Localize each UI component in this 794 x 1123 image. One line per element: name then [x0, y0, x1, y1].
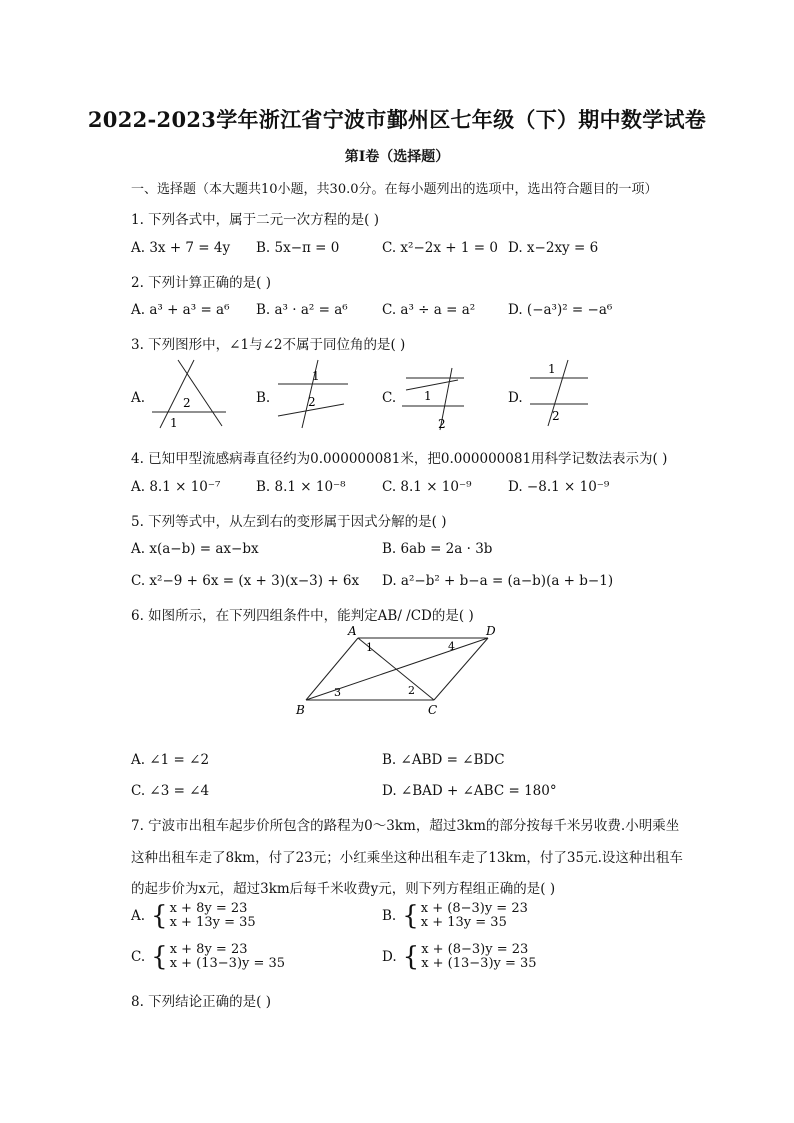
q6-option-c: C. ∠3 = ∠4	[131, 783, 210, 799]
equation-2: x + 13y = 35	[169, 915, 256, 930]
angle-label-1: 1	[366, 641, 373, 654]
brace-icon: {	[151, 901, 168, 931]
vertex-a-label: A	[348, 624, 357, 638]
angle-label-4: 4	[448, 640, 455, 653]
vertex-b-label: B	[296, 703, 305, 717]
q2-option-c: C. a³ ÷ a = a²	[382, 302, 476, 318]
q3-figure-b	[272, 358, 352, 430]
part-title: 第Ⅰ卷（选择题）	[344, 149, 450, 165]
angle-label-2: 2	[308, 395, 316, 409]
angle-label-2: 2	[438, 417, 446, 431]
q3-option-b: B.	[256, 390, 271, 406]
fig-line	[406, 380, 458, 390]
q5-option-d: D. a²−b² + b−a = (a−b)(a + b−1)	[382, 573, 614, 589]
equation-system	[170, 943, 285, 971]
q4-option-a: A. 8.1 × 10⁻⁷	[131, 479, 221, 495]
q4-option-d: D. −8.1 × 10⁻⁹	[508, 479, 610, 495]
angle-label-1: 1	[170, 416, 178, 430]
brace-icon: {	[402, 942, 420, 972]
q4-option-c: C. 8.1 × 10⁻⁹	[382, 479, 472, 495]
q3-figure-a	[150, 358, 230, 430]
q5-option-a: A. x(a−b) = ax−bx	[131, 541, 259, 557]
equation-2: x + (13−3)y = 35	[169, 956, 286, 971]
q1-option-d: D. x−2xy = 6	[508, 240, 599, 256]
angle-label-2: 2	[552, 409, 560, 423]
option-label: C.	[131, 949, 146, 965]
equation-1: x + (8−3)y = 23	[420, 901, 528, 916]
q6-parallelogram-figure	[292, 622, 504, 718]
q6-option-a: A. ∠1 = ∠2	[131, 752, 210, 768]
vertex-c-label: C	[428, 703, 438, 717]
question-7-stem-line-2: 这种出租车走了8km，付了23元；小红乘坐这种出租车走了13km，付了35元.设这种出租车	[131, 850, 683, 866]
q3-option-a: A.	[131, 390, 146, 406]
q6-option-d: D. ∠BAD + ∠ABC = 180°	[382, 783, 557, 799]
q1-option-a: A. 3x + 7 = 4y	[131, 240, 231, 256]
equation-2: x + 13y = 35	[420, 915, 507, 930]
q1-option-c: C. x²−2x + 1 = 0	[382, 240, 498, 256]
q2-option-b: B. a³ · a² = a⁶	[256, 302, 348, 318]
q3-figure-c	[398, 360, 478, 432]
q5-option-b: B. 6ab = 2a · 3b	[382, 541, 493, 557]
q7-option-a	[131, 902, 256, 930]
question-2-stem: 2. 下列计算正确的是( )	[131, 275, 271, 291]
question-7-stem-line-1: 7. 宁波市出租车起步价所包含的路程为0～3km，超过3km的部分按每千米另收费.小明乘坐	[131, 818, 680, 834]
angle-label-1: 1	[548, 362, 556, 376]
q3-option-d: D.	[508, 390, 523, 406]
equation-1: x + 8y = 23	[169, 901, 248, 916]
option-label: B.	[382, 908, 397, 924]
angle-label-1: 1	[312, 369, 320, 383]
q4-option-b: B. 8.1 × 10⁻⁸	[256, 479, 346, 495]
option-label: D.	[382, 949, 397, 965]
equation-1: x + 8y = 23	[169, 942, 248, 957]
q1-option-b: B. 5x−π = 0	[256, 240, 340, 256]
angle-label-2: 2	[408, 684, 415, 697]
equation-system	[170, 902, 256, 930]
section-heading: 一、选择题（本大题共10小题，共30.0分。在每小题列出的选项中，选出符合题目的一项）	[131, 182, 658, 197]
question-7-stem-line-3: 的起步价为x元，超过3km后每千米收费y元，则下列方程组正确的是( )	[131, 881, 556, 897]
q3-option-c: C.	[382, 390, 397, 406]
q6-option-b: B. ∠ABD = ∠BDC	[382, 752, 505, 768]
question-3-stem: 3. 下列图形中，∠1与∠2不属于同位角的是( )	[131, 337, 406, 353]
exam-title: 2022-2023学年浙江省宁波市鄞州区七年级（下）期中数学试卷	[87, 107, 707, 132]
q3-figure-d	[526, 358, 606, 430]
question-8-stem: 8. 下列结论正确的是( )	[131, 994, 271, 1010]
equation-2: x + (13−3)y = 35	[421, 956, 537, 971]
equation-1: x + (8−3)y = 23	[421, 942, 529, 957]
q5-option-c: C. x²−9 + 6x = (x + 3)(x−3) + 6x	[131, 573, 360, 589]
q2-option-a: A. a³ + a³ = a⁶	[131, 302, 230, 318]
q2-option-d: D. (−a³)² = −a⁶	[508, 302, 613, 318]
q7-option-b	[382, 902, 528, 930]
brace-icon: {	[402, 901, 419, 931]
equation-system	[421, 902, 528, 930]
angle-label-1: 1	[424, 389, 432, 403]
q7-option-c	[131, 943, 285, 971]
brace-icon: {	[151, 942, 168, 972]
vertex-d-label: D	[486, 624, 496, 638]
question-6-stem: 6. 如图所示，在下列四组条件中，能判定AB/ /CD的是( )	[131, 608, 474, 624]
equation-system	[421, 943, 536, 971]
question-5-stem: 5. 下列等式中，从左到右的变形属于因式分解的是( )	[131, 514, 447, 530]
question-1-stem: 1. 下列各式中，属于二元一次方程的是( )	[131, 212, 379, 228]
q7-option-d	[382, 943, 537, 971]
option-label: A.	[131, 908, 146, 924]
question-4-stem: 4. 已知甲型流感病毒直径约为0.000000081米，把0.000000081用科学记数法表示为( )	[131, 451, 668, 467]
angle-label-2: 2	[183, 396, 191, 410]
fig-line	[178, 360, 222, 426]
angle-label-3: 3	[334, 686, 341, 699]
